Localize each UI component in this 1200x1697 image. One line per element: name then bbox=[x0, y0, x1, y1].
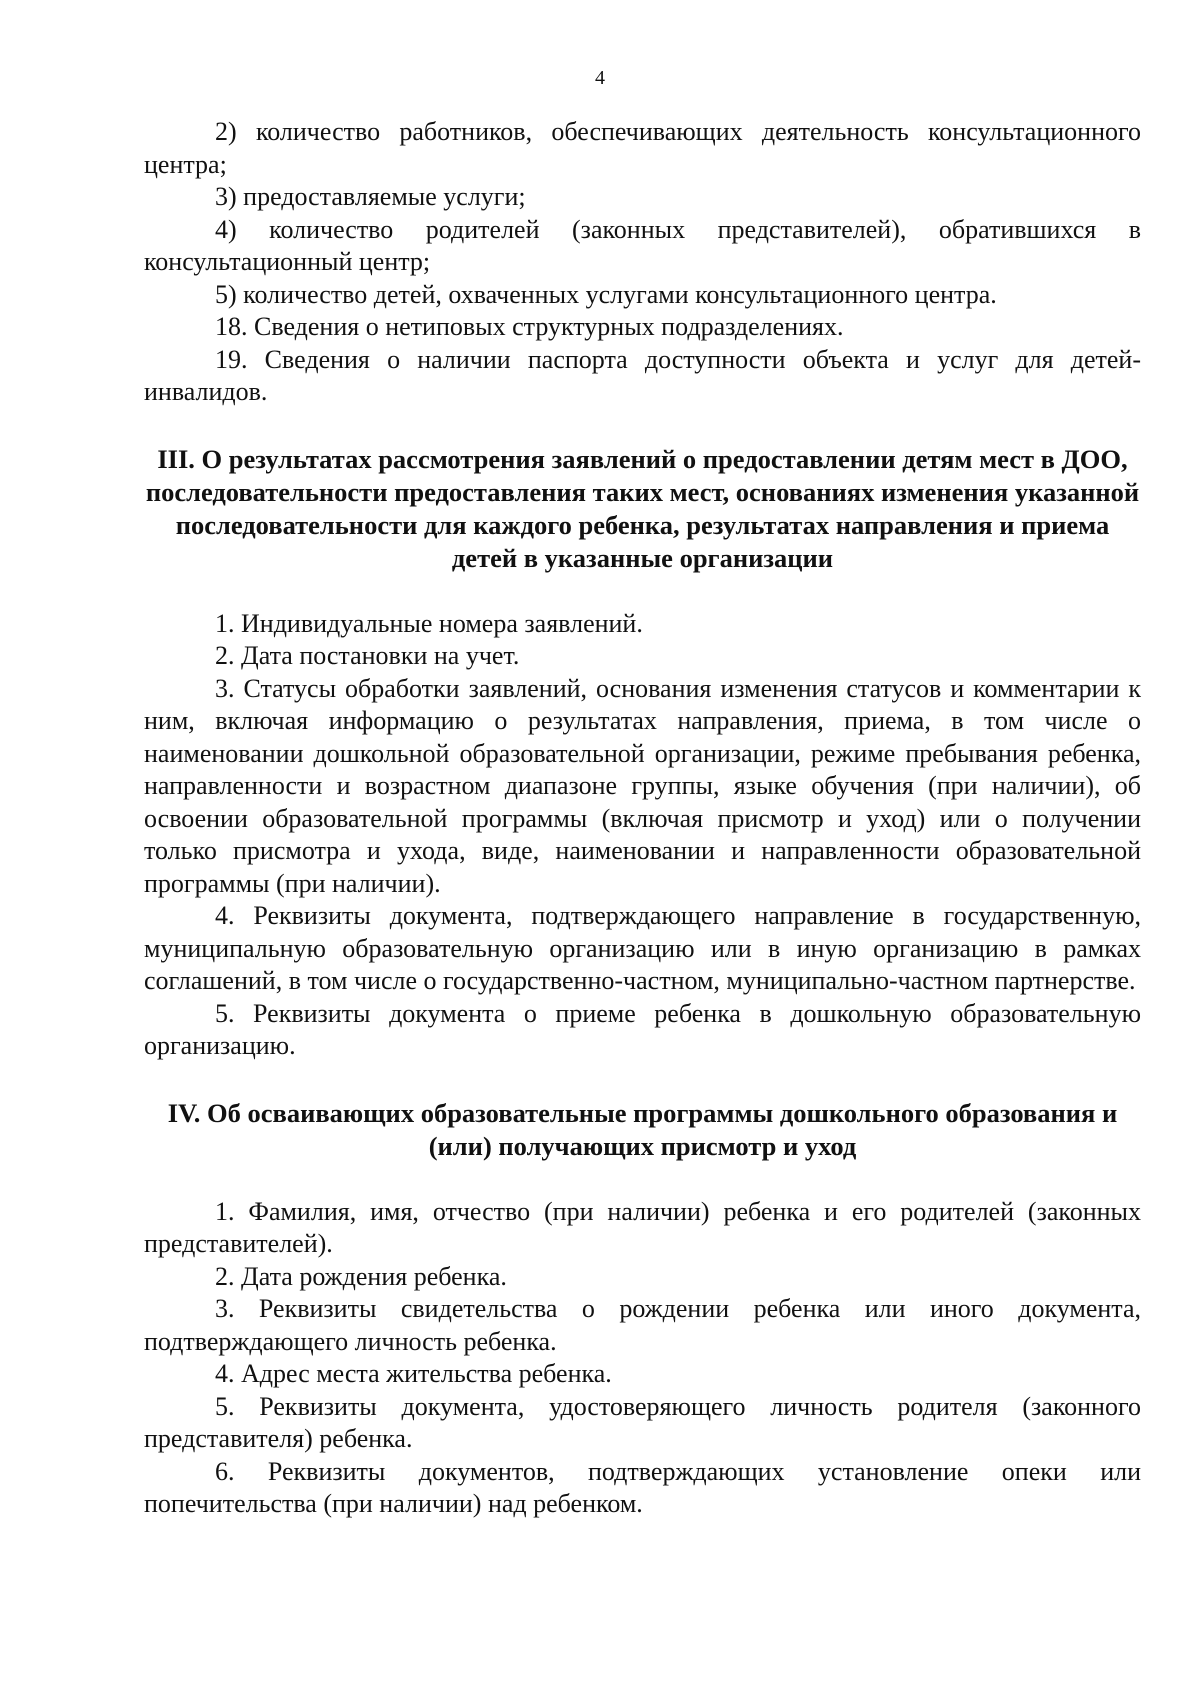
paragraph: 5. Реквизиты документа, удостоверяющего личность родителя (законного представителя) ребенка. bbox=[144, 1391, 1141, 1453]
paragraph: 1. Фамилия, имя, отчество (при наличии) ребенка и его родителей (законных представителей). bbox=[144, 1196, 1141, 1258]
section-4-list bbox=[144, 1196, 1141, 1521]
page-number: 4 bbox=[595, 67, 605, 89]
paragraph: 4) количество родителей (законных представителей), обратившихся в консультационный центр; bbox=[144, 214, 1141, 276]
paragraph: 4. Адрес места жительства ребенка. bbox=[215, 1359, 612, 1388]
paragraph: 2) количество работников, обеспечивающих деятельность консультационного центра; bbox=[144, 117, 1141, 179]
document-body bbox=[144, 116, 1141, 1521]
section-3-list bbox=[144, 608, 1141, 1063]
paragraph: 2. Дата постановки на учет. bbox=[215, 641, 520, 670]
intro-list bbox=[144, 116, 1141, 409]
paragraph: 3) предоставляемые услуги; bbox=[215, 182, 526, 211]
paragraph: 4. Реквизиты документа, подтверждающего направление в государственную, муниципальную образовательную организацию или в иную организацию в рамках соглашений, в том числе о государственно-частном, муниципально-частном партнерстве. bbox=[144, 901, 1141, 995]
section-heading: III. О результатах рассмотрения заявлений о предоставлении детям мест в ДОО, последовательности предоставления таких мест, основаниях изменения указанной последовательности для каждого ребенка, результатах направления и приема детей в указанные организации bbox=[145, 443, 1140, 573]
paragraph: 1. Индивидуальные номера заявлений. bbox=[215, 608, 643, 638]
paragraph: 5) количество детей, охваченных услугами консультационного центра. bbox=[215, 279, 997, 309]
paragraph: 5. Реквизиты документа о приеме ребенка в дошкольную образовательную организацию. bbox=[144, 998, 1141, 1060]
paragraph: 3. Реквизиты свидетельства о рождении ребенка или иного документа, подтверждающего личность ребенка. bbox=[144, 1294, 1141, 1356]
paragraph: 18. Сведения о нетиповых структурных подразделениях. bbox=[215, 312, 844, 341]
paragraph: 2. Дата рождения ребенка. bbox=[215, 1261, 507, 1291]
paragraph: 3. Статусы обработки заявлений, основания изменения статусов и комментарии к ним, включая информацию о результатах направления, приема, в том числе о наименовании дошкольной образовательной организации, режиме пребывания ребенка, направленности и возрастном диапазоне группы, языке обучения (при наличии), об освоении образовательной программы (включая присмотр и уход) или о получении только присмотра и ухода, виде, наименовании и направленности образовательной программы (при наличии). bbox=[144, 673, 1141, 898]
paragraph: 6. Реквизиты документов, подтверждающих установление опеки или попечительства (при наличии) над ребенком. bbox=[144, 1456, 1141, 1518]
section-heading: IV. Об осваивающих образовательные программы дошкольного образования и (или) получающих присмотр и уход bbox=[167, 1097, 1118, 1161]
paragraph: 19. Сведения о наличии паспорта доступности объекта и услуг для детей-инвалидов. bbox=[144, 344, 1141, 406]
